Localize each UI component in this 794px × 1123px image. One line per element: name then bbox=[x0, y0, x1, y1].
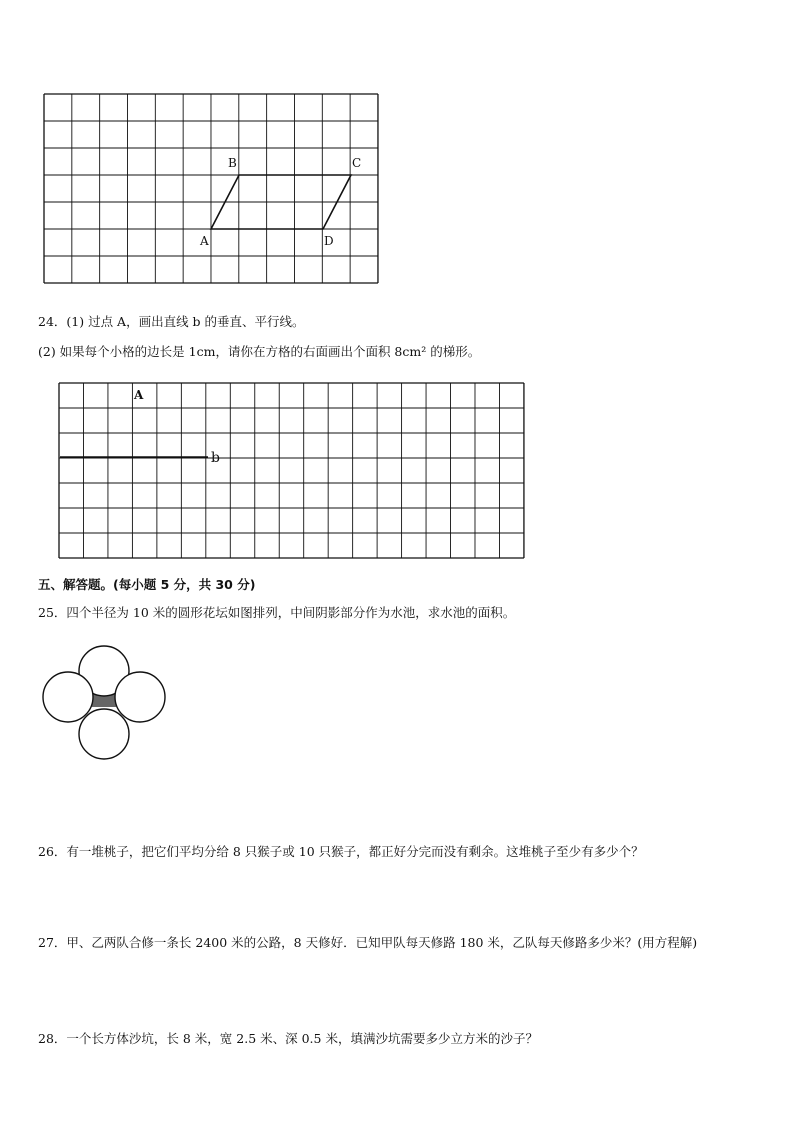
circle-left bbox=[43, 672, 93, 722]
flower-beds-figure bbox=[43, 646, 165, 759]
q27-text: 27．甲、乙两队合修一条长 2400 米的公路，8 天修好．已知甲队每天修路 180 米，乙队每天修路多少米？(用方程解) bbox=[38, 935, 698, 950]
q26-text: 26．有一堆桃子，把它们平均分给 8 只猴子或 10 只猴子，都正好分完而没有剩余。这堆桃子至少有多少个？ bbox=[38, 844, 644, 859]
q28-text: 28．一个长方体沙坑，长 8 米，宽 2.5 米、深 0.5 米，填满沙坑需要多少立方米的沙子？ bbox=[38, 1031, 538, 1046]
q24-part2: (2) 如果每个小格的边长是 1cm，请你在方格的右面画出个面积 8cm² 的梯形。 bbox=[38, 344, 481, 359]
grid-figure-2 bbox=[59, 383, 524, 558]
q25-text: 25．四个半径为 10 米的圆形花坛如图排列，中间阴影部分作为水池，求水池的面积。 bbox=[38, 605, 516, 620]
q24-part1: 24．(1) 过点 A，画出直线 b 的垂直、平行线。 bbox=[38, 314, 305, 329]
point-a-label: A bbox=[134, 388, 144, 402]
grid-figure-1 bbox=[44, 94, 378, 283]
circle-right bbox=[115, 672, 165, 722]
label-c: C bbox=[352, 156, 362, 170]
circle-bottom bbox=[79, 709, 129, 759]
label-b: B bbox=[228, 156, 237, 170]
label-a: A bbox=[200, 234, 209, 248]
line-b-label: b bbox=[211, 450, 220, 466]
label-d: D bbox=[324, 234, 334, 248]
section-5-heading: 五、解答题。(每小题 5 分，共 30 分) bbox=[38, 577, 256, 592]
